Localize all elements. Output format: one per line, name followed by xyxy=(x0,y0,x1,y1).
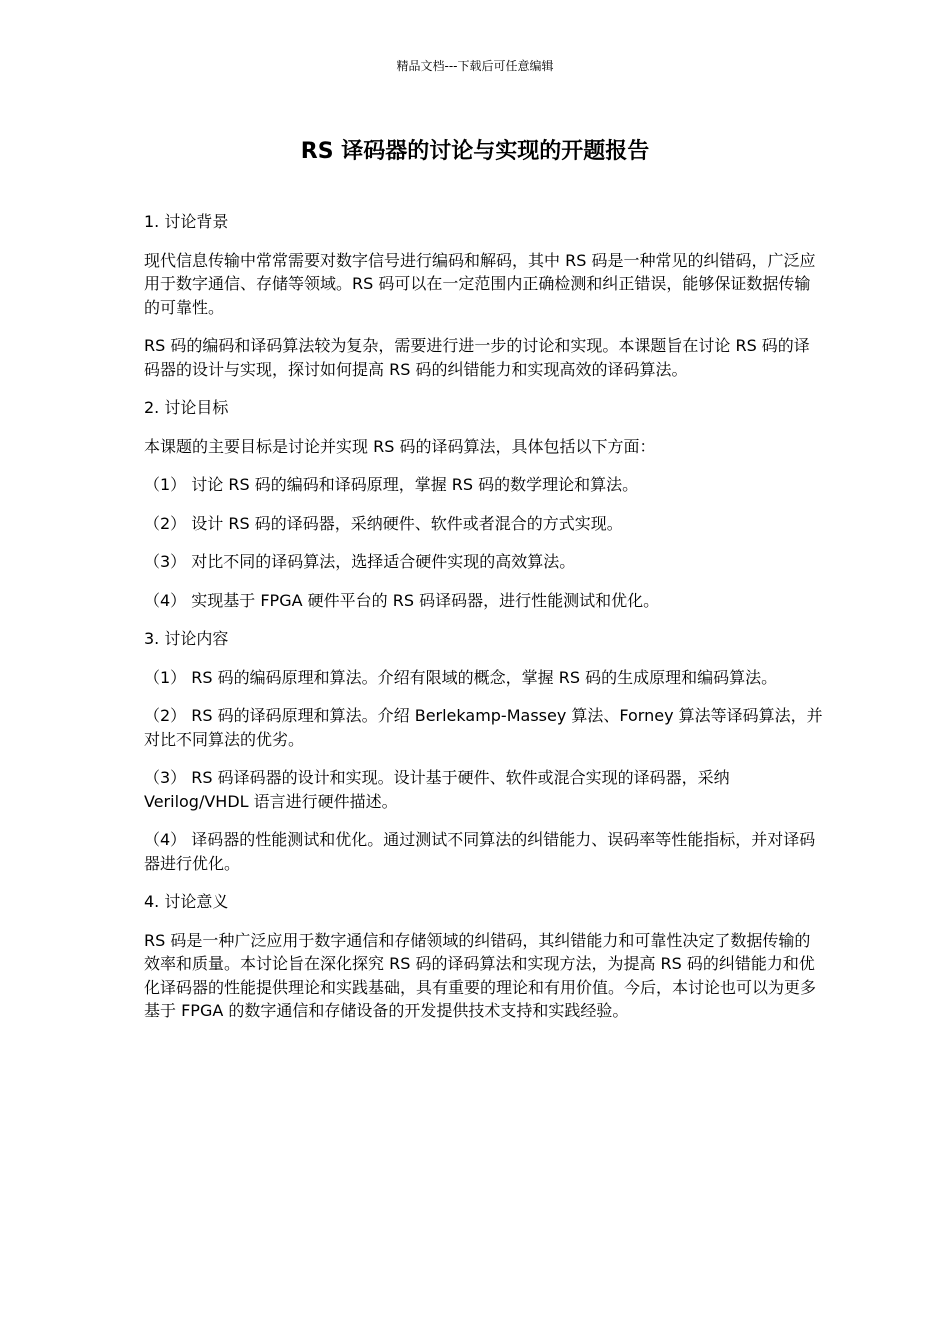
section-heading-significance: 4. 讨论意义 xyxy=(144,892,229,911)
paragraph: RS 码的编码和译码算法较为复杂，需要进行进一步的讨论和实现。本课题旨在讨论 RS 码的译码器的设计与实现，探讨如何提高 RS 码的纠错能力和实现高效的译码算法。 xyxy=(144,336,810,379)
list-item: （2） 设计 RS 码的译码器，采纳硬件、软件或者混合的方式实现。 xyxy=(144,513,623,533)
paragraph: RS 码是一种广泛应用于数字通信和存储领域的纠错码，其纠错能力和可靠性决定了数据传输的效率和质量。本讨论旨在深化探究 RS 码的译码算法和实现方法，为提高 RS 码的纠错能力和优化译码器的性能提供理论和实践基础，具有重要的理论和有用价值。今后，本讨论也可以为更多基于 FPGA 的数字通信和存储设备的开发提供技术支持和实践经验。 xyxy=(144,930,817,1020)
paragraph: 现代信息传输中常常需要对数字信号进行编码和解码，其中 RS 码是一种常见的纠错码，广泛应用于数字通信、存储等领域。RS 码可以在一定范围内正确检测和纠正错误，能够保证数据传输的可靠性。 xyxy=(144,250,816,317)
list-item: （3） RS 码译码器的设计和实现。设计基于硬件、软件或混合实现的译码器，采纳 Verilog/VHDL 语言进行硬件描述。 xyxy=(144,768,730,811)
list-item: （3） 对比不同的译码算法，选择适合硬件实现的高效算法。 xyxy=(144,552,576,571)
document-title: RS 译码器的讨论与实现的开题报告 xyxy=(300,139,650,164)
document-body xyxy=(144,210,824,1038)
list-item: （2） RS 码的译码原理和算法。介绍 Berlekamp-Massey 算法、Forney 算法等译码算法，并对比不同算法的优劣。 xyxy=(144,706,823,749)
section-heading-content: 3. 讨论内容 xyxy=(144,629,229,648)
list-item: （4） 实现基于 FPGA 硬件平台的 RS 码译码器，进行性能测试和优化。 xyxy=(144,590,660,610)
header-note: 精品文档---下载后可任意编辑 xyxy=(396,59,554,73)
paragraph: 本课题的主要目标是讨论并实现 RS 码的译码算法，具体包括以下方面： xyxy=(144,436,656,456)
list-item: （1） RS 码的编码原理和算法。介绍有限域的概念，掌握 RS 码的生成原理和编码算法。 xyxy=(144,667,778,687)
section-heading-background: 1. 讨论背景 xyxy=(144,212,229,231)
list-item: （4） 译码器的性能测试和优化。通过测试不同算法的纠错能力、误码率等性能指标，并对译码器进行优化。 xyxy=(144,830,816,873)
section-heading-goals: 2. 讨论目标 xyxy=(144,398,229,417)
list-item: （1） 讨论 RS 码的编码和译码原理，掌握 RS 码的数学理论和算法。 xyxy=(144,475,639,494)
